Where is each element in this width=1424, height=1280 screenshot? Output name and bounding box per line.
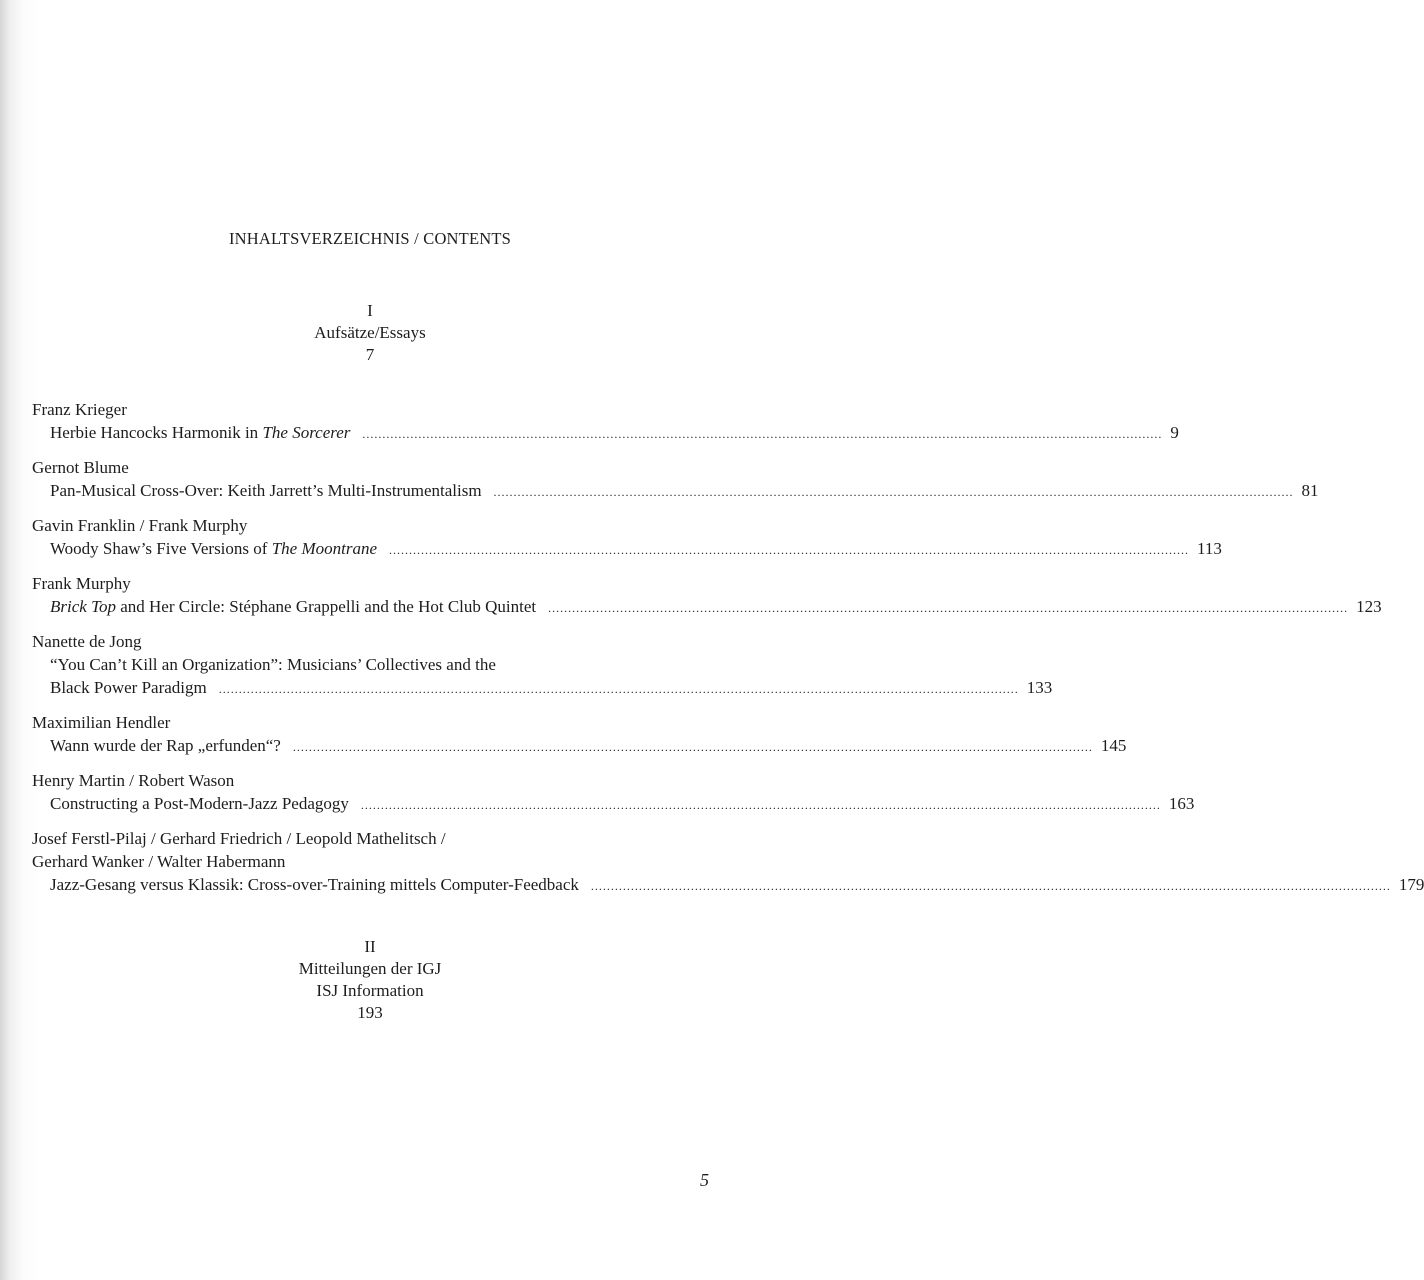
toc-entry[interactable] [32, 827, 1424, 896]
entry-authors [32, 514, 711, 537]
entry-title [32, 421, 1179, 444]
entry-title-text: Woody Shaw’s Five Versions of The Moontrane [50, 539, 377, 558]
entry-authors [32, 456, 711, 479]
entry-page-number: 81 [1301, 481, 1319, 500]
entry-title [32, 537, 1222, 560]
entry-title-text: Pan-Musical Cross-Over: Keith Jarrett’s Multi-Instrumentalism [50, 481, 482, 500]
toc-list [32, 398, 1424, 908]
section-title-en: ISJ Information [316, 981, 424, 1000]
section-heading-essays [0, 300, 740, 366]
entry-title [32, 653, 1053, 699]
toc-entry[interactable] [32, 398, 1179, 444]
entry-title [32, 873, 1424, 896]
author-line: Franz Krieger [32, 400, 127, 419]
entry-authors [32, 572, 711, 595]
toc-entry[interactable] [32, 630, 1053, 699]
author-line: Maximilian Hendler [32, 713, 171, 732]
entry-page-number: 133 [1026, 678, 1053, 697]
folio-page-number: 5 [700, 1170, 709, 1190]
entry-title-text: Constructing a Post-Modern-Jazz Pedagogy [50, 794, 349, 813]
page-title: INHALTSVERZEICHNIS / CONTENTS [228, 229, 512, 248]
entry-title [32, 734, 1127, 757]
entry-title-text: Wann wurde der Rap „erfunden“? [50, 736, 281, 755]
dot-leader: ........................................................................................................................................................................................................ [360, 798, 1161, 812]
entry-page-number: 113 [1196, 539, 1222, 558]
entry-title [32, 595, 1382, 618]
author-line: Gavin Franklin / Frank Murphy [32, 516, 248, 535]
dot-leader: ........................................................................................................................................................................................................ [548, 601, 1349, 615]
entry-page-number: 179 [1398, 875, 1424, 894]
section-numeral: I [367, 301, 373, 320]
author-line: Henry Martin / Robert Wason [32, 771, 235, 790]
dot-leader: ........................................................................................................................................................................................................ [292, 740, 1093, 754]
section-title: Aufsätze/Essays [314, 323, 426, 342]
toc-entry[interactable] [32, 572, 1382, 618]
entry-page-number: 145 [1100, 736, 1127, 755]
section-page-number: 193 [357, 1003, 383, 1022]
toc-entry[interactable] [32, 514, 1222, 560]
author-line: Gernot Blume [32, 458, 129, 477]
entry-title-text: Jazz-Gesang versus Klassik: Cross-over-Training mittels Computer-Feedback [50, 875, 579, 894]
toc-entry[interactable] [32, 711, 1127, 757]
entry-title-text: Brick Top and Her Circle: Stéphane Grappelli and the Hot Club Quintet [50, 597, 537, 616]
entry-authors [32, 398, 711, 421]
toc-entry[interactable] [32, 769, 1195, 815]
entry-title-line: “You Can’t Kill an Organization”: Musicians’ Collectives and the [50, 655, 496, 674]
author-line: Gerhard Wanker / Walter Habermann [32, 852, 286, 871]
dot-leader: ........................................................................................................................................................................................................ [362, 427, 1163, 441]
section-numeral: II [364, 937, 376, 956]
section-title-de: Mitteilungen der IGJ [298, 959, 442, 978]
author-line: Nanette de Jong [32, 632, 142, 651]
entry-authors [32, 630, 711, 653]
dot-leader: ........................................................................................................................................................................................................ [218, 682, 1019, 696]
entry-title-text: Herbie Hancocks Harmonik in The Sorcerer [50, 423, 351, 442]
entry-title [32, 792, 1195, 815]
section-heading-information [0, 936, 740, 1024]
entry-authors [32, 769, 711, 792]
toc-entry[interactable] [32, 456, 1319, 502]
entry-page-number: 163 [1168, 794, 1195, 813]
author-line: Frank Murphy [32, 574, 131, 593]
entry-title [32, 479, 1319, 502]
dot-leader: ........................................................................................................................................................................................................ [590, 879, 1391, 893]
entry-authors [32, 827, 711, 873]
entry-page-number: 9 [1170, 423, 1179, 442]
entry-title-text: Black Power Paradigm [50, 678, 207, 697]
author-line: Josef Ferstl-Pilaj / Gerhard Friedrich / Leopold Mathelitsch / [32, 829, 446, 848]
dot-leader: ........................................................................................................................................................................................................ [493, 485, 1294, 499]
dot-leader: ........................................................................................................................................................................................................ [388, 543, 1189, 557]
section-page-number: 7 [365, 345, 375, 364]
entry-page-number: 123 [1356, 597, 1382, 616]
entry-authors [32, 711, 711, 734]
